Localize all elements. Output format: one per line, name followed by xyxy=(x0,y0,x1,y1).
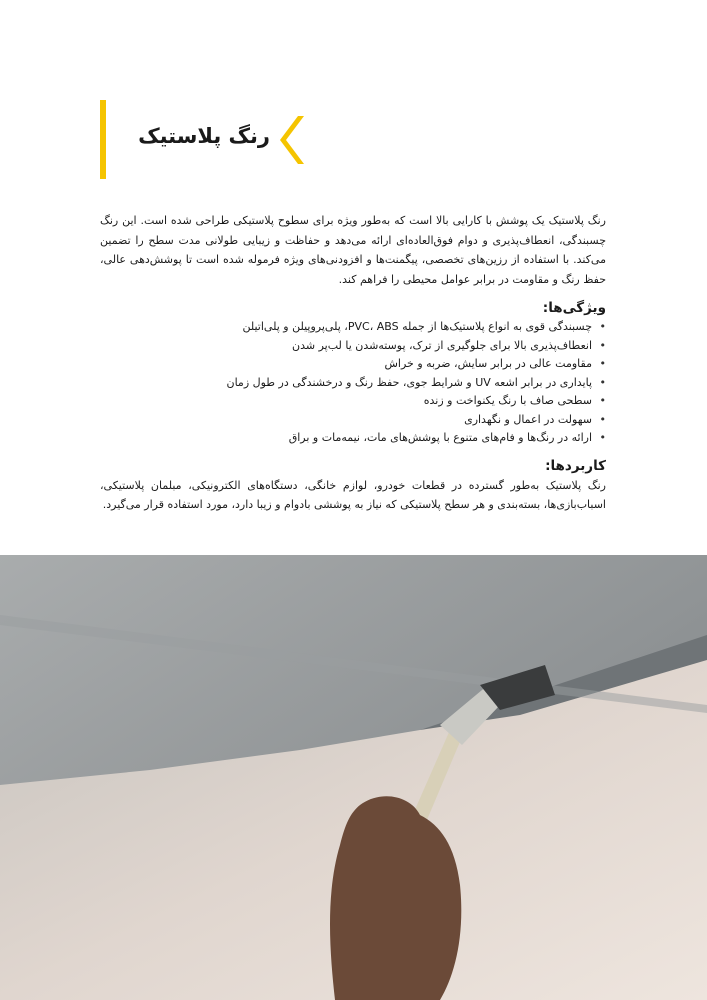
list-item: • ارائه در رنگ‌ها و فام‌های متنوع با پوشش‌های مات، نیمه‌مات و براق xyxy=(100,429,592,448)
list-item: • پایداری در برابر اشعه UV و شرایط جوی، حفظ رنگ و درخشندگی در طول زمان xyxy=(100,374,592,393)
title-accent-bar xyxy=(100,100,106,179)
list-item: • مقاومت عالی در برابر سایش، ضربه و خراش xyxy=(100,355,592,374)
list-item: • انعطاف‌پذیری بالا برای جلوگیری از ترک، پوسته‌شدن یا لب‌پر شدن xyxy=(100,337,592,356)
features-heading: ویژگی‌ها: xyxy=(542,300,606,316)
list-item: • چسبندگی قوی به انواع پلاستیک‌ها از جمله PVC، ABS، پلی‌پروپیلن و پلی‌اتیلن xyxy=(100,318,592,337)
chevron-left-icon xyxy=(276,116,304,164)
features-list xyxy=(100,318,606,448)
intro-paragraph: رنگ پلاستیک یک پوشش با کارایی بالا است که به‌طور ویژه برای سطوح پلاستیکی طراحی شده است. این رنگ چسبندگی، انعطاف‌پذیری و دوام فوق‌العاده‌ای ارائه می‌دهد و حفاظت و زیبایی طولانی مدت سطح را تضمین می‌کند. با استفاده از رزین‌های تخصصی، پیگمنت‌ها و افزودنی‌های ویژه فرموله شده است تا پوشش‌دهی عالی، حفظ رنگ و مقاومت در برابر عوامل محیطی را فراهم کند. xyxy=(100,214,606,286)
applications-heading: کاربردها: xyxy=(545,458,606,474)
applications-paragraph: رنگ پلاستیک به‌طور گسترده در قطعات خودرو، لوازم خانگی، دستگاه‌های الکترونیکی، مبلمان پلاستیکی، اسباب‌بازی‌ها، بسته‌بندی و هر سطح پلاستیکی که نیاز به پوششی بادوام و زیبا دارد، مورد استفاده قرار می‌گیرد. xyxy=(100,479,606,511)
page-title: رنگ پلاستیک xyxy=(138,124,270,148)
list-item: • سهولت در اعمال و نگهداری xyxy=(100,411,592,430)
painting-photo xyxy=(0,555,707,1000)
list-item: • سطحی صاف با رنگ یکنواخت و زنده xyxy=(100,392,592,411)
